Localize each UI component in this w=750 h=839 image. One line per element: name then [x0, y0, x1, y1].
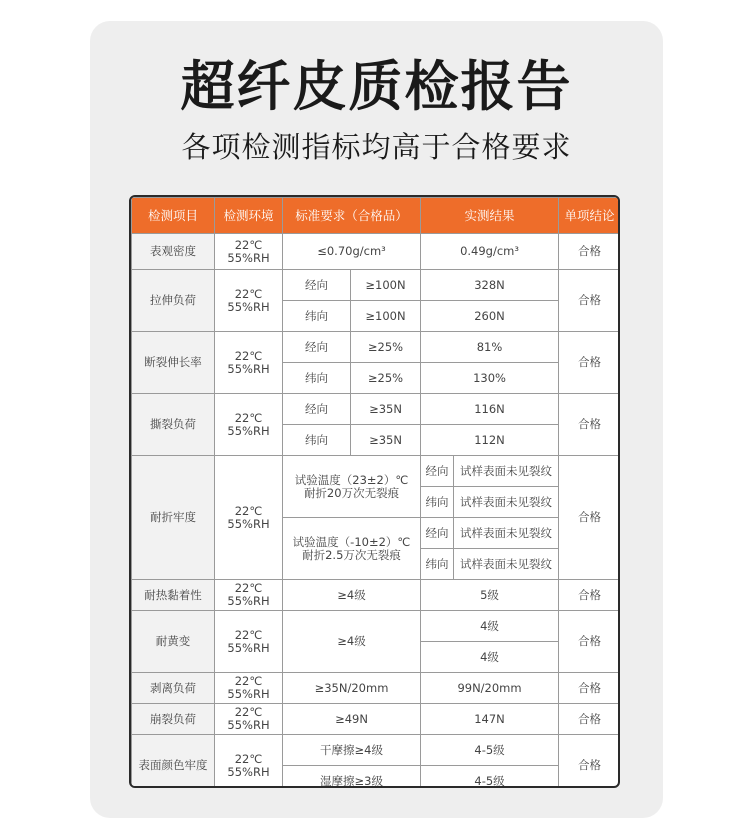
standard-value: ≥35N/20mm [283, 673, 421, 704]
condition-temperature: 试验温度（23±2）℃ [294, 472, 409, 487]
item-name: 表面颜色牢度 [132, 735, 215, 789]
test-environment [215, 456, 283, 580]
item-name: 撕裂负荷 [132, 394, 215, 456]
standard-value: ≥100N [351, 270, 421, 301]
item-name: 崩裂负荷 [132, 704, 215, 735]
item-name: 断裂伸长率 [132, 332, 215, 394]
result-value: 4级 [421, 642, 559, 673]
result-value: 116N [421, 394, 559, 425]
test-environment [215, 332, 283, 394]
env-temperature: 22℃ [234, 410, 263, 425]
standard-value: ≤0.70g/cm³ [283, 234, 421, 270]
env-temperature: 22℃ [234, 348, 263, 363]
result-value: 试样表面未见裂纹 [454, 518, 559, 549]
conclusion: 合格 [559, 673, 620, 704]
env-humidity: 55%RH [227, 764, 270, 779]
standard-value: ≥4级 [283, 611, 421, 673]
result-value: 147N [421, 704, 559, 735]
table-row [132, 673, 621, 704]
env-temperature: 22℃ [234, 627, 263, 642]
column-header: 标准要求（合格品） [283, 198, 421, 234]
env-temperature: 22℃ [234, 237, 263, 252]
env-temperature: 22℃ [234, 751, 263, 766]
table-row [132, 611, 621, 642]
standard-value: ≥100N [351, 301, 421, 332]
table-header-row [132, 198, 621, 234]
column-header: 单项结论 [559, 198, 620, 234]
conclusion: 合格 [559, 234, 620, 270]
result-value: 试样表面未见裂纹 [454, 549, 559, 580]
item-name: 耐黄变 [132, 611, 215, 673]
test-environment [215, 704, 283, 735]
standard-value: ≥4级 [283, 580, 421, 611]
direction-label: 经向 [421, 518, 454, 549]
result-value: 81% [421, 332, 559, 363]
page-subtitle: 各项检测指标均高于合格要求 [181, 130, 572, 164]
test-environment [215, 735, 283, 789]
result-value: 0.49g/cm³ [421, 234, 559, 270]
result-value: 4级 [421, 611, 559, 642]
result-value: 260N [421, 301, 559, 332]
conclusion: 合格 [559, 735, 620, 789]
table-row [132, 580, 621, 611]
test-environment [215, 234, 283, 270]
item-name: 耐折牢度 [132, 456, 215, 580]
column-header: 实测结果 [421, 198, 559, 234]
condition-temperature: 试验温度（-10±2）℃ [292, 534, 411, 549]
inspection-report-table [129, 195, 620, 788]
result-value: 112N [421, 425, 559, 456]
env-temperature: 22℃ [234, 674, 263, 688]
env-humidity: 55%RH [227, 718, 270, 732]
conclusion: 合格 [559, 704, 620, 735]
conclusion: 合格 [559, 456, 620, 580]
direction-label: 经向 [283, 394, 351, 425]
result-value: 试样表面未见裂纹 [454, 456, 559, 487]
item-name: 耐热黏着性 [132, 580, 215, 611]
direction-label: 经向 [283, 332, 351, 363]
result-value: 99N/20mm [421, 673, 559, 704]
result-value: 5级 [421, 580, 559, 611]
result-value: 328N [421, 270, 559, 301]
result-value: 4-5级 [421, 735, 559, 766]
standard-value: 湿摩擦≥3级 [283, 766, 421, 789]
item-name: 表观密度 [132, 234, 215, 270]
table-row [132, 270, 621, 301]
env-humidity: 55%RH [227, 423, 270, 438]
direction-label: 纬向 [421, 549, 454, 580]
table-row [132, 234, 621, 270]
env-humidity: 55%RH [227, 299, 270, 314]
page-title: 超纤皮质检报告 [180, 55, 573, 118]
test-environment [215, 270, 283, 332]
conclusion: 合格 [559, 394, 620, 456]
condition-requirement: 耐折2.5万次无裂痕 [302, 547, 401, 562]
table-row [132, 704, 621, 735]
conclusion: 合格 [559, 270, 620, 332]
standard-value: ≥49N [283, 704, 421, 735]
direction-label: 纬向 [283, 363, 351, 394]
standard-value: ≥35N [351, 394, 421, 425]
conclusion: 合格 [559, 580, 620, 611]
result-value: 130% [421, 363, 559, 394]
condition-requirement: 耐折20万次无裂痕 [303, 485, 400, 500]
env-temperature: 22℃ [234, 705, 263, 719]
column-header: 检测环境 [215, 198, 283, 234]
standard-value: ≥35N [351, 425, 421, 456]
item-name: 拉伸负荷 [132, 270, 215, 332]
env-temperature: 22℃ [234, 503, 263, 518]
test-condition [283, 518, 421, 580]
item-name: 剥离负荷 [132, 673, 215, 704]
env-humidity: 55%RH [227, 361, 270, 376]
result-value: 4-5级 [421, 766, 559, 789]
direction-label: 纬向 [421, 487, 454, 518]
direction-label: 经向 [421, 456, 454, 487]
direction-label: 纬向 [283, 425, 351, 456]
env-humidity: 55%RH [227, 516, 270, 531]
test-environment [215, 673, 283, 704]
env-humidity: 55%RH [227, 687, 270, 701]
column-header: 检测项目 [132, 198, 215, 234]
test-environment [215, 580, 283, 611]
test-environment [215, 611, 283, 673]
env-humidity: 55%RH [227, 640, 270, 655]
direction-label: 纬向 [283, 301, 351, 332]
conclusion: 合格 [559, 611, 620, 673]
env-humidity: 55%RH [227, 594, 270, 608]
table-row [132, 332, 621, 363]
env-humidity: 55%RH [227, 250, 270, 265]
test-environment [215, 394, 283, 456]
table-row [132, 394, 621, 425]
standard-value: ≥25% [351, 332, 421, 363]
direction-label: 经向 [283, 270, 351, 301]
test-condition [283, 456, 421, 518]
table-row [132, 735, 621, 766]
table-row [132, 456, 621, 487]
result-value: 试样表面未见裂纹 [454, 487, 559, 518]
standard-value: ≥25% [351, 363, 421, 394]
env-temperature: 22℃ [234, 581, 263, 595]
env-temperature: 22℃ [234, 286, 263, 301]
standard-value: 干摩擦≥4级 [283, 735, 421, 766]
conclusion: 合格 [559, 332, 620, 394]
